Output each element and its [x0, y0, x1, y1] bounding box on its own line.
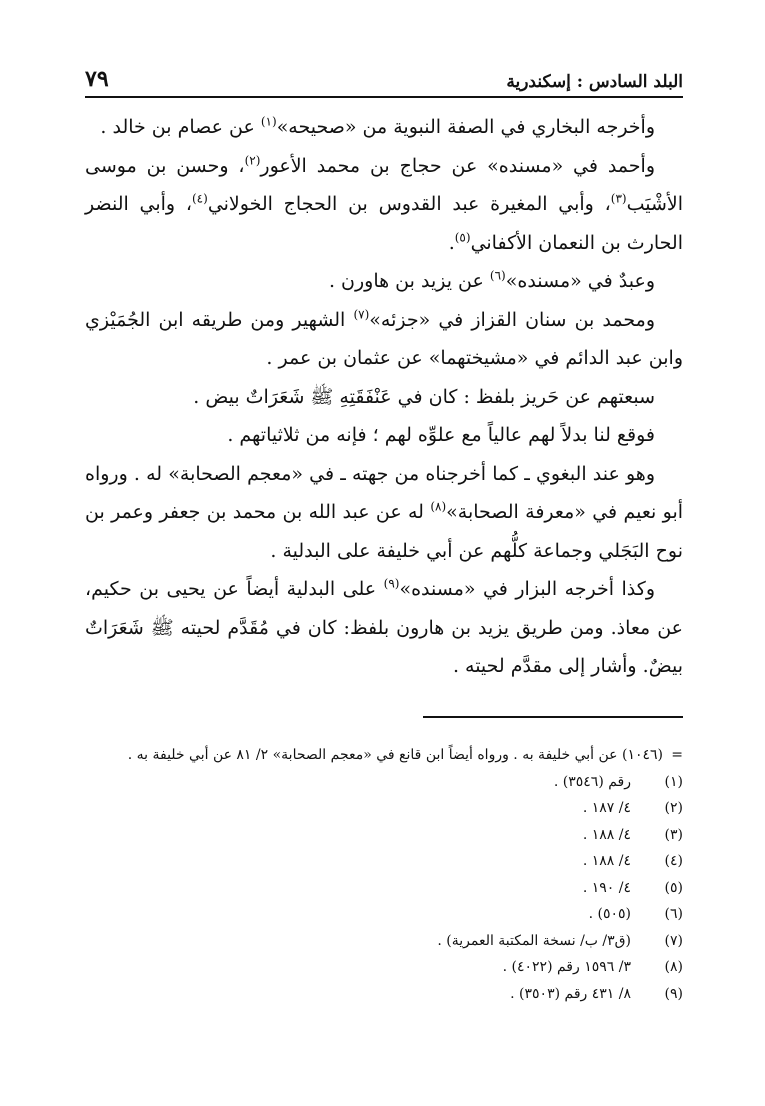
footnote-number: (٢) — [664, 800, 683, 816]
footnote-item — [85, 954, 683, 981]
paragraph: ومحمد بن سنان القزاز في «جزئه»$^{(٧)}$ الشهير ومن طريقه ابن الجُمَيْزي وابن عبد الدائم في «مشيختهما» عن عثمان بن عمر . — [85, 307, 683, 369]
footnote-ref[interactable]: (٨) — [430, 499, 447, 514]
footnote-item — [85, 822, 683, 849]
footnote-number: (٣) — [664, 826, 683, 843]
footnote-divider — [423, 716, 683, 718]
footnote-text: (ق٣/ ب/ نسخة المكتبة العمرية) . — [437, 932, 631, 949]
footnote-ref[interactable]: (٦) — [489, 268, 506, 283]
footnote-item — [85, 981, 683, 1008]
footnote-text: ٤/ ١٨٧ . — [582, 800, 631, 816]
page-number: ٧٩ — [85, 66, 109, 92]
footnote-text: (٥٠٥) . — [588, 906, 631, 922]
footnote-item — [85, 875, 683, 902]
footnote-ref[interactable]: (٢) — [244, 153, 261, 168]
footnote-ref[interactable]: (٤) — [191, 191, 208, 206]
footnote-text: ٤/ ١٨٨ . — [582, 826, 631, 843]
footnote-number: (٥) — [664, 879, 683, 896]
footnote-ref[interactable]: (٣) — [610, 191, 627, 206]
footnote-text: ٣/ ١٥٩٦ رقم (٤٠٢٢) . — [502, 959, 631, 975]
running-header — [85, 62, 683, 98]
footnote-ref[interactable]: (٩) — [383, 576, 400, 591]
footnote-text: ٤/ ١٩٠ . — [582, 879, 631, 896]
footnote-number: (٦) — [664, 906, 683, 922]
chapter-title: البلد السادس : إسكندرية — [506, 72, 683, 92]
footnote-text: (١٠٤٦) عن أبي خليفة به . ورواه أيضاً ابن قانع في «معجم الصحابة» ٢/ ٨١ عن أبي خليفة به . — [127, 747, 663, 763]
footnote-item — [85, 769, 683, 796]
footnote-ref[interactable]: (٥) — [454, 230, 471, 245]
main-text — [85, 108, 683, 686]
footnote-ref[interactable]: (١) — [260, 114, 277, 129]
paragraph: وكذا أخرجه البزار في «مسنده»$^{(٩)}$ على البدلية أيضاً عن يحيى بن حكيم، عن معاذ. ومن طريق يزيد بن هارون بلفظ: كان في مُقَدَّم لحيته ﷺ شَعَرَاتٌ بيضٌ. وأشار إلى مقدَّم لحيته . — [85, 576, 683, 677]
paragraph: سبعتهم عن حَريز بلفظ : كان في عَنْفَقَتِهِ ﷺ شَعَرَاتٌ بيض . — [193, 385, 655, 408]
footnotes — [85, 742, 683, 1007]
footnote-text: رقم (٣٥٤٦) . — [553, 773, 631, 790]
footnote-item — [85, 928, 683, 955]
paragraph: وأخرجه البخاري في الصفة النبوية من «صحيحه»$^{(١)}$ عن عصام بن خالد . — [100, 114, 655, 138]
footnote-number: (٩) — [664, 985, 683, 1002]
footnote-ref[interactable]: (٧) — [353, 307, 370, 322]
paragraph: وأحمد في «مسنده» عن حجاج بن محمد الأعور$^{(٢)}$، وحسن بن موسى الأشْيَب$^{(٣)}$، وأبي المغيرة عبد القدوس بن الحجاج الخولاني$^{(٤)}$، وأبي النضر الحارث بن النعمان الأكفاني$^{(٥)}$. — [85, 153, 684, 254]
footnote-item — [85, 901, 683, 928]
footnote-item — [85, 795, 683, 822]
paragraph: وهو عند البغوي ـ كما أخرجناه من جهته ـ في «معجم الصحابة» له . ورواه أبو نعيم في «معرفة الصحابة»$^{(٨)}$ له عن عبد الله بن محمد بن جعفر وعمر بن نوح البَجَلي وجماعة كلُّهم عن أبي خليفة على البدلية . — [85, 462, 684, 562]
paragraph: وعبدٌ في «مسنده»$^{(٦)}$ عن يزيد بن هاورن . — [328, 268, 655, 292]
footnote-text: ٨/ ٤٣١ رقم (٣٥٠٣) . — [510, 985, 631, 1002]
paragraph: فوقع لنا بدلاً لهم عالياً مع علوِّه لهم ؛ فإنه من ثلاثياتهم . — [227, 424, 655, 446]
footnote-number: (١) — [664, 773, 683, 790]
footnote-number: = — [671, 747, 683, 763]
footnote-item — [85, 848, 683, 875]
footnote-number: (٨) — [664, 959, 683, 975]
footnote-number: (٧) — [664, 932, 683, 949]
footnote-item — [85, 742, 683, 769]
footnote-number: (٤) — [664, 853, 683, 869]
footnote-text: ٤/ ١٨٨ . — [582, 853, 631, 869]
